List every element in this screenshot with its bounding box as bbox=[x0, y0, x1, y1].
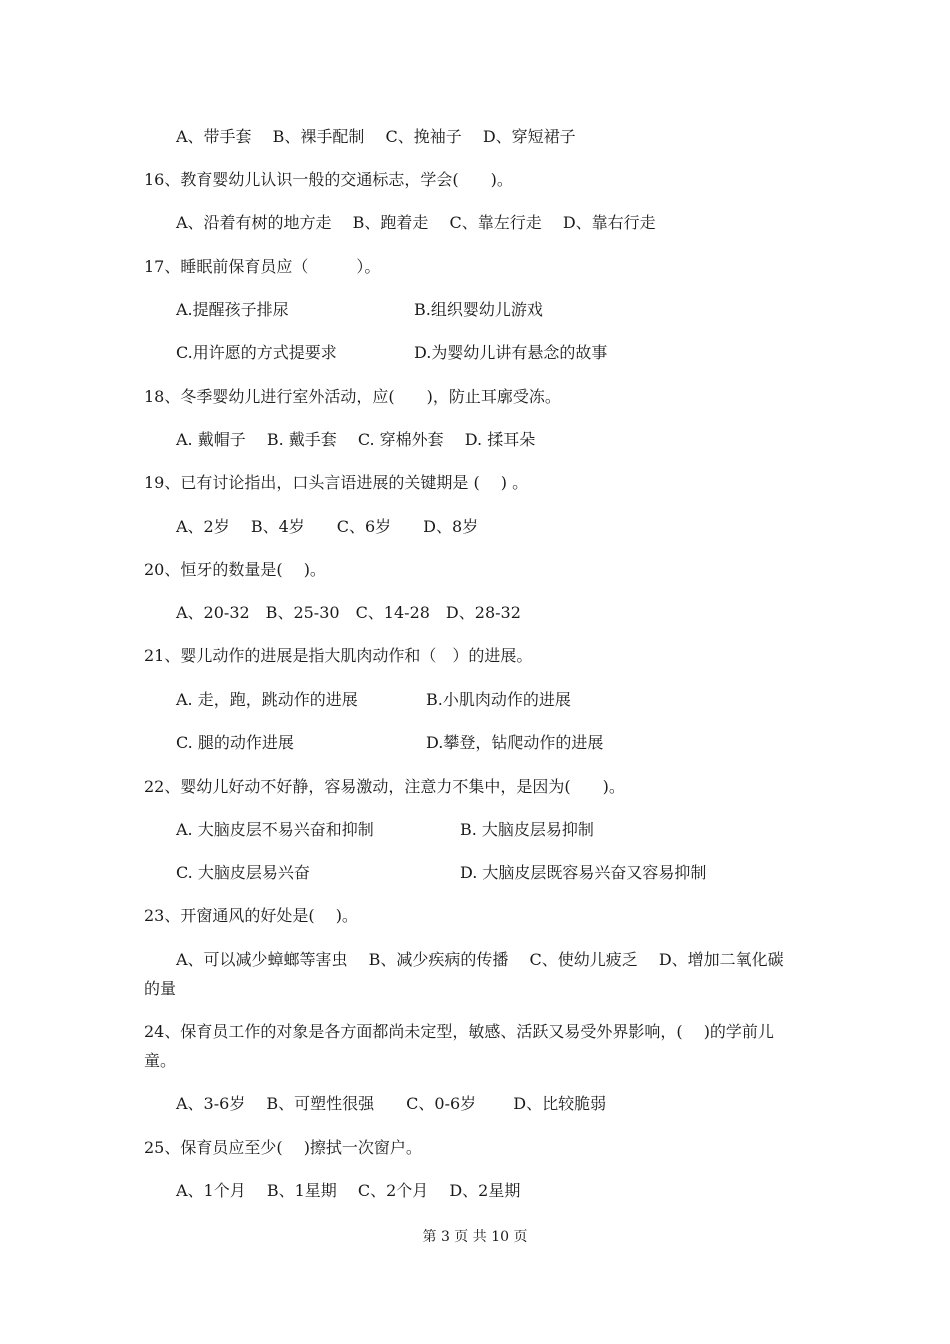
q21-option-b: B.小肌肉动作的进展 bbox=[426, 690, 571, 709]
q24-stem-line2: 童。 bbox=[144, 1051, 177, 1070]
q22-option-b: B. 大脑皮层易抑制 bbox=[460, 820, 594, 839]
q23-options-line2: 的量 bbox=[144, 979, 177, 998]
q25-stem: 25、保育员应至少( )擦拭一次窗户。 bbox=[144, 1138, 422, 1157]
q21-option-c: C. 腿的动作进展 bbox=[176, 733, 294, 752]
q23-options-line1: A、可以减少蟑螂等害虫 B、减少疾病的传播 C、使幼儿疲乏 D、增加二氧化碳 bbox=[176, 950, 784, 969]
q18-stem: 18、冬季婴幼儿进行室外活动，应( )，防止耳廓受冻。 bbox=[144, 387, 561, 406]
q23-stem: 23、开窗通风的好处是( )。 bbox=[144, 906, 358, 925]
q24-stem-line1: 24、保育员工作的对象是各方面都尚未定型，敏感、活跃又易受外界影响，( )的学前儿 bbox=[144, 1022, 774, 1041]
q17-option-a: A.提醒孩子排尿 bbox=[176, 300, 289, 319]
q17-option-d: D.为婴幼儿讲有悬念的故事 bbox=[414, 343, 608, 362]
q22-option-c: C. 大脑皮层易兴奋 bbox=[176, 863, 310, 882]
q18-options: A. 戴帽子 B. 戴手套 C. 穿棉外套 D. 揉耳朵 bbox=[176, 430, 536, 449]
q16-options: A、沿着有树的地方走 B、跑着走 C、靠左行走 D、靠右行走 bbox=[176, 213, 656, 232]
q25-options: A、1个月 B、1星期 C、2个月 D、2星期 bbox=[176, 1181, 521, 1200]
q20-stem: 20、恒牙的数量是( )。 bbox=[144, 560, 326, 579]
q24-options: A、3-6岁 B、可塑性很强 C、0-6岁 D、比较脆弱 bbox=[176, 1094, 607, 1113]
q17-option-b: B.组织婴幼儿游戏 bbox=[414, 300, 543, 319]
q19-options: A、2岁 B、4岁 C、6岁 D、8岁 bbox=[176, 517, 479, 536]
q21-option-d: D.攀登，钻爬动作的进展 bbox=[426, 733, 604, 752]
q22-option-d: D. 大脑皮层既容易兴奋又容易抑制 bbox=[460, 863, 707, 882]
q17-option-c: C.用许愿的方式提要求 bbox=[176, 343, 337, 362]
q22-stem: 22、婴幼儿好动不好静，容易激动，注意力不集中，是因为( )。 bbox=[144, 777, 625, 796]
q21-option-a: A. 走，跑，跳动作的进展 bbox=[176, 690, 358, 709]
q22-option-a: A. 大脑皮层不易兴奋和抑制 bbox=[176, 820, 374, 839]
q21-stem: 21、婴儿动作的进展是指大肌肉动作和（ ）的进展。 bbox=[144, 646, 533, 665]
page-number-footer: 第 3 页 共 10 页 bbox=[422, 1229, 528, 1245]
q16-stem: 16、教育婴幼儿认识一般的交通标志，学会( )。 bbox=[144, 170, 513, 189]
q17-stem: 17、睡眠前保育员应（ ）。 bbox=[144, 257, 381, 276]
q20-options: A、20-32 B、25-30 C、14-28 D、28-32 bbox=[176, 603, 521, 622]
q15-options: A、带手套 B、裸手配制 C、挽袖子 D、穿短裙子 bbox=[176, 127, 576, 146]
q19-stem: 19、已有讨论指出，口头言语进展的关键期是 ( ) 。 bbox=[144, 473, 529, 492]
